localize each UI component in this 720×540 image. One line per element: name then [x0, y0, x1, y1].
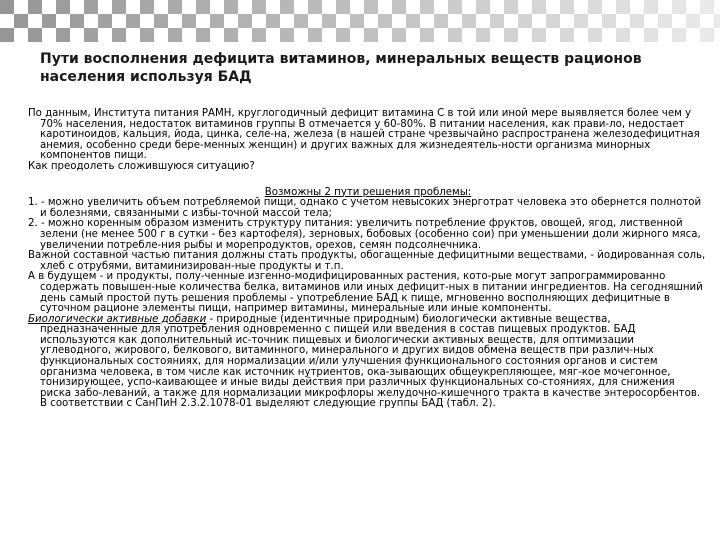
checker-cell: [210, 14, 224, 28]
checker-cell: [392, 0, 406, 14]
checker-cell: [364, 28, 378, 42]
checker-cell: [0, 0, 14, 14]
checker-cell: [168, 0, 182, 14]
checker-cell: [294, 14, 308, 28]
checker-cell: [196, 0, 210, 14]
checker-cell: [448, 28, 462, 42]
checker-cell: [616, 28, 630, 42]
paragraph-question: Как преодолеть сложившуюся ситуацию?: [28, 160, 255, 172]
checker-cell: [602, 14, 616, 28]
checker-cell: [588, 28, 602, 42]
checker-cell: [518, 14, 532, 28]
checker-cell: [448, 0, 462, 14]
checker-cell: [70, 14, 84, 28]
checker-cell: [476, 28, 490, 42]
checker-cell: [42, 14, 56, 28]
checker-cell: [504, 28, 518, 42]
slide-title-line-2: населения используя БАД: [40, 69, 252, 85]
checker-cell: [532, 0, 546, 14]
checker-cell: [56, 28, 70, 42]
checker-cell: [266, 14, 280, 28]
paragraph-fortified-products: Важной составной частью питания должны стать продукты, обогащенные дефицитными веществами, - йодированная соль, хлеб с отрубями, витаминизирован-ные продукты и т.п.: [28, 250, 706, 272]
checker-cell: [336, 28, 350, 42]
paragraph-way-2: 2. - можно коренным образом изменить структуру питания: увеличить потребление фруктов, овощей, ягод, лиственной зелени (не менее 500 г в сутки - без картофеля), зерновых, бобовых (особенно сои) при уменьшении доли жирного мяса, увеличении потребле-ния рыбы и морепродуктов, орехов, семян подсолнечника.: [28, 218, 701, 251]
checker-cell: [126, 14, 140, 28]
checker-cell: [644, 28, 658, 42]
checker-cell: [476, 0, 490, 14]
paragraph-bad-definition: [28, 315, 708, 410]
checker-cell: [392, 28, 406, 42]
checker-cell: [56, 0, 70, 14]
checker-cell: [98, 14, 112, 28]
checker-cell: [588, 0, 602, 14]
checker-cell: [84, 28, 98, 42]
checker-cell: [546, 14, 560, 28]
checker-cell: [560, 0, 574, 14]
checker-cell: [504, 0, 518, 14]
slide-title-line-1: Пути восполнения дефицита витаминов, минеральных веществ рационов: [40, 51, 642, 67]
checker-cell: [308, 0, 322, 14]
checker-cell: [630, 14, 644, 28]
checker-cell: [462, 14, 476, 28]
slide-title: [40, 50, 700, 86]
checker-cell: [154, 14, 168, 28]
checker-cell: [84, 0, 98, 14]
checker-cell: [112, 28, 126, 42]
paragraph-two-ways-heading: Возможны 2 пути решения проблемы:: [264, 186, 472, 198]
slide-body: [28, 109, 708, 410]
checker-cell: [0, 28, 14, 42]
checker-cell: [644, 0, 658, 14]
checker-cell: [336, 0, 350, 14]
checker-cell: [378, 14, 392, 28]
checker-cell: [672, 28, 686, 42]
checker-cell: [574, 14, 588, 28]
checker-cell: [252, 28, 266, 42]
checker-cell: [672, 0, 686, 14]
checker-cell: [700, 28, 714, 42]
checker-cell: [28, 0, 42, 14]
checker-cell: [168, 28, 182, 42]
checker-cell: [616, 0, 630, 14]
paragraph-future-products: А в будущем - и продукты, полу-ченные изгенно-модифицированных растения, кото-рые могут запрограммированно содержать повышен-ные количества белка, витаминов или иных дефицит-ных в питании ингредиентов. На сегодняшний день самый простой путь решения проблемы - употребление БАД к пище, мгновенно восполняющих дефицитные в суточном рационе элементы пищи, например витамины, минеральные или иные компоненты.: [28, 271, 703, 315]
checker-cell: [224, 28, 238, 42]
checker-cell: [714, 14, 720, 28]
checker-cell: [490, 14, 504, 28]
checker-cell: [238, 14, 252, 28]
checker-cell: [420, 0, 434, 14]
checker-cell: [658, 14, 672, 28]
checker-cell: [532, 28, 546, 42]
checker-cell: [686, 14, 700, 28]
checker-cell: [224, 0, 238, 14]
bad-definition-text: - природные (идентичные природным) биологически активные вещества, предназначенные для употребления одновременно с пищей или введения в состав пищевых продуктов. БАД используются как дополнительный ис-точник пищевых и биологически активных веществ, для оптимизации углеводного, жирового, белкового, витаминного, минерального и других видов обмена веществ при различ-ных функциональных состояниях, для нормализации и/или улучшения функционального состояния органов и систем организма человека, в том числе как источник нутриентов, ока-зывающих общеукрепляющее, мяг-кое мочегонное, тонизирующее, успо-каивающее и иные виды действия при различных функциональных со-стояниях, для снижения риска забо-леваний, а также для нормализации микрофлоры желудочно-кишечного тракта в качестве энтеросорбентов. В соответствии с СанПиН 2.3.2.1078-01 выделяют следующие группы БАД (табл. 2).: [40, 313, 701, 410]
paragraph-way-1: 1. - можно увеличить объем потребляемой пищи, однако с учетом невысоких энерготрат человека это обернется полнотой и болезнями, связанными с избы-точной массой тела;: [28, 197, 702, 219]
checker-cell: [28, 28, 42, 42]
checker-cell: [140, 28, 154, 42]
checker-cell: [140, 0, 154, 14]
checker-cell: [560, 28, 574, 42]
checker-cell: [420, 28, 434, 42]
checker-cell: [252, 0, 266, 14]
checker-cell: [434, 14, 448, 28]
checker-cell: [280, 0, 294, 14]
checker-cell: [112, 0, 126, 14]
checker-cell: [196, 28, 210, 42]
checker-cell: [322, 14, 336, 28]
paragraph-deficiency-data: По данным, Института питания РАМН, круглогодичный дефицит витамина С в той или иной мере выявляется более чем у 70% населения, недостаток витаминов группы В отмечается у 60-80%. В питании населения, как прави-ло, недостает каротиноидов, кальция, йода, цинка, селе-на, железа (в нашей стране чрезвычайно распространена железодефицитная анемия, особенно среди бере-менных женщин) и других важных для жизнедеятель-ности организма минорных компонентов пищи.: [28, 108, 700, 162]
bad-term: Биологически активные добавки: [28, 313, 207, 325]
checker-cell: [406, 14, 420, 28]
checker-cell: [350, 14, 364, 28]
checker-cell: [700, 0, 714, 14]
checker-cell: [14, 14, 28, 28]
checker-cell: [182, 14, 196, 28]
checker-cell: [364, 0, 378, 14]
checker-cell: [308, 28, 322, 42]
checker-cell: [280, 28, 294, 42]
decorative-checker-band: [0, 0, 720, 42]
